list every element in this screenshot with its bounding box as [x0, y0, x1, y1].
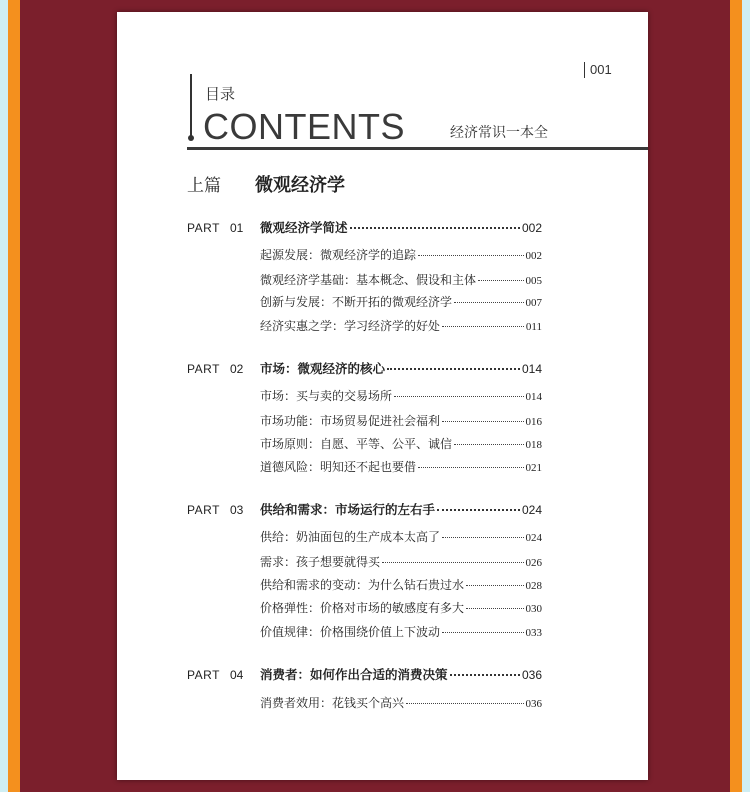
- section-title: 微观经济学: [255, 175, 345, 196]
- item-page: 014: [525, 391, 542, 403]
- item-title: 起源发展：微观经济学的追踪: [260, 248, 417, 262]
- part-number: 04: [230, 668, 244, 682]
- item-title: 消费者效用：花钱买个高兴: [260, 696, 405, 710]
- dot-leader: [394, 396, 523, 397]
- part-label: PART: [187, 221, 220, 235]
- part-title: 消费者：如何作出合适的消费决策: [260, 668, 448, 682]
- part-row: [187, 219, 542, 237]
- dot-leader: [466, 585, 523, 586]
- toc-page: [117, 12, 648, 780]
- section-heading: [187, 174, 487, 198]
- part-entry: [260, 666, 542, 684]
- part-number: 01: [230, 221, 244, 235]
- item-title: 需求：孩子想要就得买: [260, 555, 381, 569]
- item-title: 经济实惠之学：学习经济学的好处: [260, 319, 441, 333]
- toc-item: [260, 553, 542, 571]
- dot-leader: [382, 562, 523, 563]
- item-page: 030: [525, 603, 542, 615]
- item-page: 011: [525, 321, 542, 333]
- toc-item: [260, 271, 542, 289]
- item-title: 供给：奶油面包的生产成本太高了: [260, 530, 441, 544]
- dot-leader: [478, 280, 523, 281]
- toc-label-cn: 目录: [205, 86, 236, 103]
- item-page: 028: [525, 580, 542, 592]
- toc-item: [260, 694, 542, 712]
- dot-leader: [454, 302, 523, 303]
- toc-item: [260, 599, 542, 617]
- toc-item: [260, 246, 542, 264]
- left-orange-border: [8, 0, 20, 792]
- toc-item: [260, 412, 542, 430]
- part-title: 市场：微观经济的核心: [260, 362, 386, 376]
- item-page: 033: [525, 627, 542, 639]
- part-entry: [260, 501, 542, 519]
- part-page: 024: [521, 503, 542, 517]
- item-title: 价格弹性：价格对市场的敏感度有多大: [260, 601, 465, 615]
- item-title: 市场原则：自愿、平等、公平、诚信: [260, 437, 453, 451]
- toc-item: [260, 293, 542, 311]
- dot-leader: [442, 326, 524, 327]
- part-number: 03: [230, 503, 244, 517]
- part-number: 02: [230, 362, 244, 376]
- toc-heading: CONTENTS: [203, 106, 405, 147]
- toc-item: [260, 576, 542, 594]
- dot-leader: [387, 368, 520, 370]
- part-page: 014: [521, 362, 542, 376]
- dot-leader: [406, 703, 523, 704]
- toc-item: [260, 623, 542, 641]
- part-row: [187, 360, 542, 378]
- part-title: 供给和需求：市场运行的左右手: [260, 503, 436, 517]
- part-label: PART: [187, 668, 220, 682]
- item-title: 价值规律：价格围绕价值上下波动: [260, 625, 441, 639]
- left-cyan-edge: [0, 0, 8, 792]
- part-row: [187, 501, 542, 519]
- right-orange-border: [730, 0, 742, 792]
- item-page: 024: [525, 532, 542, 544]
- page-number: 001: [584, 62, 612, 78]
- toc-item: [260, 528, 542, 546]
- dot-leader: [350, 227, 520, 229]
- dot-leader: [450, 674, 520, 676]
- part-entry: [260, 360, 542, 378]
- toc-item: [260, 387, 542, 405]
- header-vertical-line: [190, 74, 192, 136]
- toc-item: [260, 458, 542, 476]
- item-page: 016: [525, 416, 542, 428]
- item-title: 微观经济学基础：基本概念、假设和主体: [260, 273, 477, 287]
- part-title: 微观经济学简述: [260, 221, 348, 235]
- item-page: 002: [525, 250, 542, 262]
- toc-item: [260, 317, 542, 335]
- item-title: 创新与发展：不断开拓的微观经济学: [260, 295, 453, 309]
- header-dot: [188, 135, 194, 141]
- part-page: 002: [521, 221, 542, 235]
- item-page: 036: [525, 698, 542, 710]
- toc-item: [260, 435, 542, 453]
- item-page: 018: [525, 439, 542, 451]
- right-cyan-edge: [742, 0, 750, 792]
- section-label: 上篇: [187, 176, 221, 196]
- item-page: 005: [525, 275, 542, 287]
- part-label: PART: [187, 362, 220, 376]
- item-title: 道德风险：明知还不起也要借: [260, 460, 417, 474]
- item-title: 市场：买与卖的交易场所: [260, 389, 393, 403]
- dot-leader: [437, 509, 520, 511]
- dot-leader: [442, 632, 523, 633]
- item-page: 007: [525, 297, 542, 309]
- part-entry: [260, 219, 542, 237]
- item-page: 021: [525, 462, 542, 474]
- dot-leader: [466, 608, 523, 609]
- book-title: 经济常识一本全: [450, 124, 548, 140]
- dot-leader: [418, 467, 523, 468]
- item-title: 市场功能：市场贸易促进社会福利: [260, 414, 441, 428]
- dot-leader: [418, 255, 523, 256]
- part-row: [187, 666, 542, 684]
- part-page: 036: [521, 668, 542, 682]
- dot-leader: [442, 421, 523, 422]
- header-rule: [187, 147, 648, 150]
- part-label: PART: [187, 503, 220, 517]
- item-page: 026: [525, 557, 542, 569]
- item-title: 供给和需求的变动：为什么钻石贵过水: [260, 578, 465, 592]
- dot-leader: [442, 537, 523, 538]
- dot-leader: [454, 444, 523, 445]
